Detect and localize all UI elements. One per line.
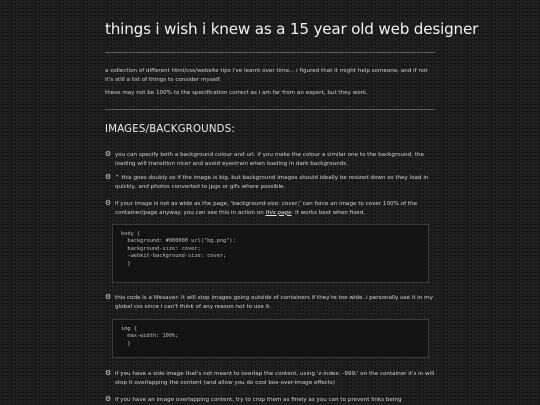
- gear-icon: ⚙: [105, 173, 112, 181]
- list-item: [105, 370, 435, 387]
- section-heading: IMAGES/BACKGROUNDS:: [105, 124, 235, 135]
- code-block: img { max-width: 100%; }: [112, 319, 429, 358]
- emphasis-text: not: [235, 303, 245, 310]
- tip-text: [115, 200, 435, 217]
- list-item: [105, 396, 435, 405]
- tip-text: if you have a side image that's not meant to overlap the content, using 'z-index: -999;' on the container it's in will stop it overlapping the content (and allow you do cool box-over-image effects): [115, 371, 435, 386]
- tip-text: ^ this goes doubly so if the image is big. but background images should ideally be resized down so they load in quickly, and photos converted to jpgs or gifs where possible.: [115, 175, 429, 190]
- gear-icon: ⚙: [105, 293, 112, 301]
- list-item: [105, 294, 435, 311]
- list-item: [105, 151, 435, 168]
- code-block: body { background: #000000 url("bg.png"); background-size: cover; -webkit-background-size: cover; }: [112, 224, 429, 283]
- divider: [105, 52, 435, 53]
- gear-icon: ⚙: [105, 395, 112, 403]
- tip-text-end: to use it.: [244, 303, 272, 310]
- tip-text: if you have an image overlapping content, try to crop them as finely as you can to prevent links being: [115, 397, 402, 403]
- page-title: things i wish i knew as a 15 year old web designer: [105, 20, 479, 38]
- tip-text: [115, 294, 435, 311]
- divider: [105, 109, 435, 110]
- gear-icon: ⚙: [105, 150, 112, 158]
- gear-icon: ⚙: [105, 199, 112, 207]
- tip-text-start: this code is a lifesaver- it will stop images going outside of containers if they're too wide. i personally use it in my global css since i can't think of any reason: [115, 295, 433, 310]
- list-item: [105, 200, 435, 217]
- tip-text-end: . it works best when fixed.: [291, 209, 366, 216]
- tip-text-start: if your image is not as wide as the page, 'background-size: cover;' can force an image to cover 100% of the container/page anyway. you can see this in action on: [115, 201, 418, 216]
- list-item: [105, 174, 435, 191]
- this-page-link[interactable]: this page: [265, 209, 292, 216]
- disclaimer-paragraph: these may not be 100% to the specification correct as i am far from an expert, but they work.: [105, 90, 369, 96]
- gear-icon: ⚙: [105, 369, 112, 377]
- intro-paragraph: a collection of different html/css/website tips i've learnt over time... i figured that it might help someone, and if not it's still a list of things to consider myself.: [105, 68, 428, 83]
- tip-text: you can specify both a background colour and url. if you make the colour a similar one to the background, the loading will transition nicer and avoid eyestrain when loading in dark backgrounds.: [115, 152, 424, 167]
